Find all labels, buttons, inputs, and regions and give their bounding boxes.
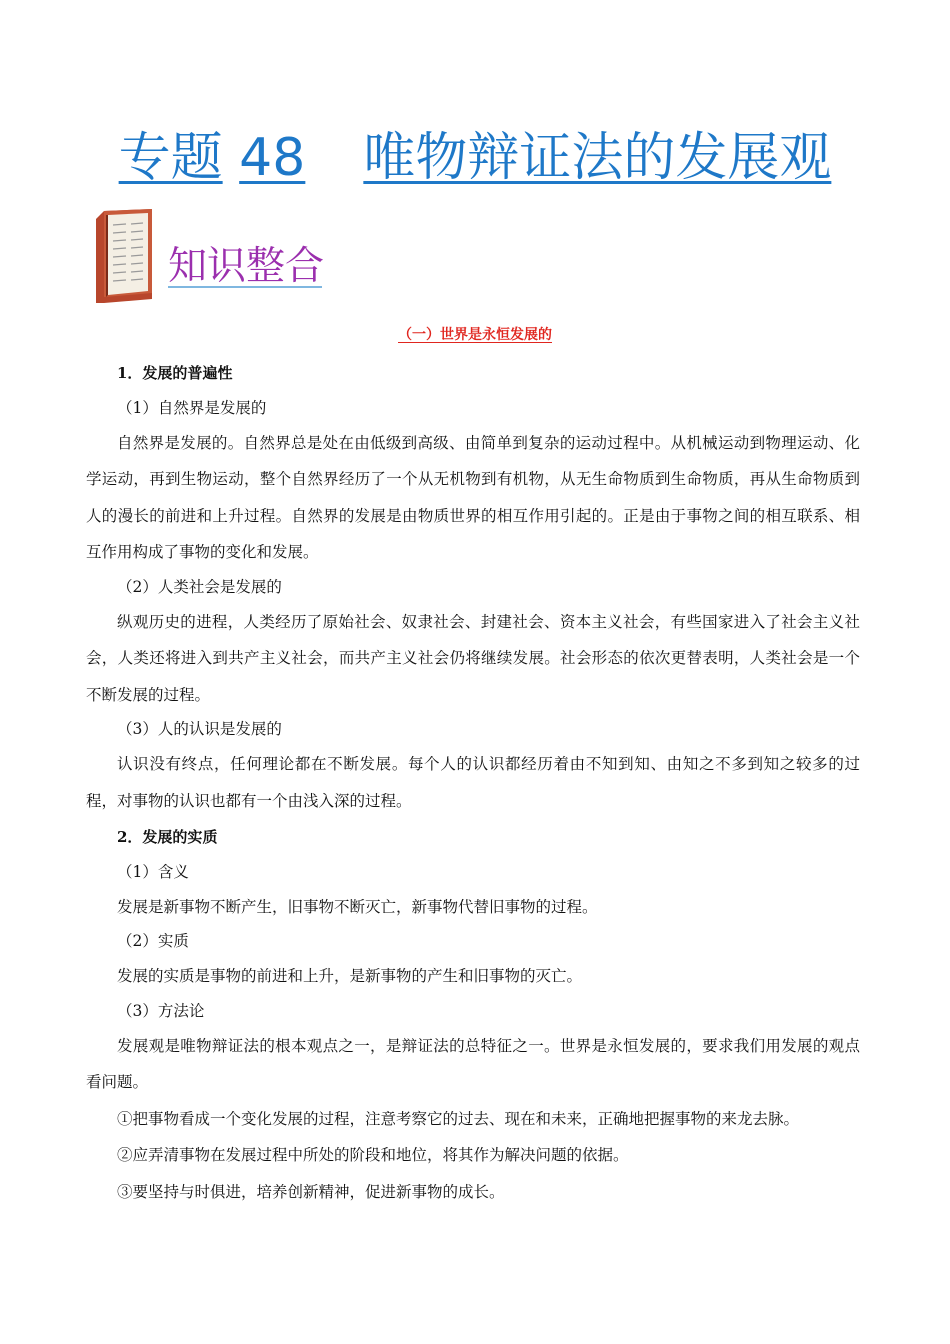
subheading-nature: （1）自然界是发展的	[117, 398, 267, 417]
subheading-society: （2）人类社会是发展的	[117, 577, 282, 596]
page-title	[0, 126, 950, 190]
heading-universality: 1．发展的普遍性	[117, 364, 233, 382]
main-content	[86, 355, 860, 1210]
subheading-cognition: （3）人的认识是发展的	[117, 720, 282, 738]
section-heading-text: （一）世界是永恒发展的	[398, 327, 552, 343]
paragraph-cognition: 认识没有终点，任何理论都在不断发展。每个人的认识都经历着由不知到知、由知之不多到知之较多的过程，对事物的认识也都有一个由浅入深的过程。	[86, 755, 860, 810]
subheading-substance: （2）实质	[117, 932, 189, 950]
title-part-3: 唯物辩证法的发展观	[363, 128, 832, 188]
subheading-meaning: （1）含义	[117, 862, 189, 881]
paragraph-substance: 发展的实质是事物的前进和上升，是新事物的产生和旧事物的灭亡。	[117, 967, 583, 985]
list-item-1: ①把事物看成一个变化发展的过程，注意考察它的过去、现在和未来，正确地把握事物的来龙去脉。	[117, 1109, 800, 1128]
badge-text: 知识整合	[168, 244, 325, 289]
subheading-methodology: （3）方法论	[117, 1001, 205, 1020]
paragraph-meaning: 发展是新事物不断产生，旧事物不断灭亡，新事物代替旧事物的过程。	[117, 897, 598, 916]
list-item-3: ③要坚持与时俱进，培养创新精神，促进新事物的成长。	[117, 1182, 505, 1201]
section-heading	[0, 325, 950, 345]
heading-essence: 2．发展的实质	[117, 828, 218, 846]
paragraph-nature: 自然界是发展的。自然界总是处在由低级到高级、由简单到复杂的运动过程中。从机械运动到物理运动、化学运动，再到生物运动，整个自然界经历了一个从无机物到有机物，从无生命物质到生命物质，再从生命物质到人的漫长的前进和上升过程。自然界的发展是由物质世界的相互作用引起的。正是由于事物之间的相互联系、相互作用构成了事物的变化和发展。	[86, 433, 860, 561]
list-item-2: ②应弄清事物在发展过程中所处的阶段和地位，将其作为解决问题的依据。	[117, 1146, 629, 1164]
knowledge-badge	[92, 207, 332, 307]
paragraph-methodology: 发展观是唯物辩证法的根本观点之一，是辩证法的总特征之一。世界是永恒发展的，要求我们用发展的观点看问题。	[86, 1036, 860, 1091]
title-part-2: 48	[239, 128, 306, 188]
book-icon	[96, 209, 152, 303]
title-part-1: 专题	[118, 128, 223, 188]
paragraph-society: 纵观历史的进程，人类经历了原始社会、奴隶社会、封建社会、资本主义社会，有些国家进入了社会主义社会，人类还将进入到共产主义社会，而共产主义社会仍将继续发展。社会形态的依次更替表明，人类社会是一个不断发展的过程。	[86, 612, 860, 704]
